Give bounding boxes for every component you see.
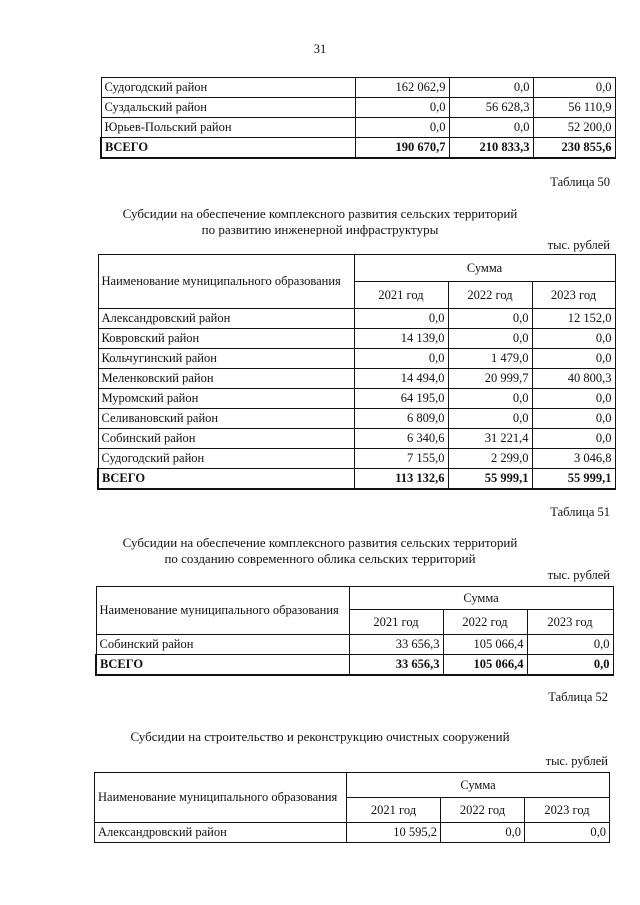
column-header-name: Наименование муниципального образования [96, 587, 349, 635]
cell-2022: 0,0 [448, 389, 532, 409]
cell-2021: 14 494,0 [354, 369, 448, 389]
cell-2021: 6 340,6 [354, 429, 448, 449]
cell-2023: 55 999,1 [532, 469, 615, 490]
table-row [101, 118, 615, 138]
cell-2023: 0,0 [532, 349, 615, 369]
cell-2021: 162 062,9 [355, 78, 449, 98]
cell-2021: 14 139,0 [354, 329, 448, 349]
column-header-sum: Сумма [354, 255, 615, 282]
cell-2021: 190 670,7 [355, 138, 449, 159]
cell-name: Судогодский район [98, 449, 354, 469]
cell-2021: 6 809,0 [354, 409, 448, 429]
cell-2022: 0,0 [448, 409, 532, 429]
cell-2022: 0,0 [449, 118, 533, 138]
table-row [98, 449, 615, 469]
cell-2022: 105 066,4 [443, 655, 527, 676]
cell-2021: 10 595,2 [347, 823, 441, 843]
cell-name: Кольчугинский район [98, 349, 354, 369]
unit-label: тыс. рублей [547, 568, 610, 582]
cell-name: Суздальский район [101, 98, 355, 118]
column-header-2021: 2021 год [354, 282, 448, 309]
total-row [98, 469, 615, 490]
column-header-name: Наименование муниципального образования [98, 255, 354, 309]
table-title-line2: по созданию современного облика сельских территорий [164, 551, 476, 566]
cell-2023: 52 200,0 [533, 118, 615, 138]
table-row [98, 429, 615, 449]
column-header-2021: 2021 год [349, 610, 443, 635]
cell-name: Александровский район [98, 309, 354, 329]
cell-2023: 0,0 [527, 655, 613, 676]
cell-name: ВСЕГО [101, 138, 355, 159]
cell-name: Муромский район [98, 389, 354, 409]
cell-2023: 40 800,3 [532, 369, 615, 389]
cell-2021: 7 155,0 [354, 449, 448, 469]
cell-name: Александровский район [95, 823, 347, 843]
column-header-sum: Сумма [347, 773, 610, 798]
cell-2021: 0,0 [355, 118, 449, 138]
cell-2023: 12 152,0 [532, 309, 615, 329]
cell-2023: 230 855,6 [533, 138, 615, 159]
cell-2022: 0,0 [448, 309, 532, 329]
table-row [98, 369, 615, 389]
table-title-line2: по развитию инженерной инфраструктуры [201, 222, 439, 237]
cell-2021: 0,0 [355, 98, 449, 118]
cell-2022: 0,0 [441, 823, 525, 843]
table-prev [100, 77, 616, 159]
column-header-name: Наименование муниципального образования [95, 773, 347, 823]
cell-2023: 0,0 [532, 409, 615, 429]
cell-2021: 0,0 [354, 349, 448, 369]
column-header-2023: 2023 год [527, 610, 613, 635]
cell-2021: 113 132,6 [354, 469, 448, 490]
cell-2022: 31 221,4 [448, 429, 532, 449]
cell-2023: 0,0 [533, 78, 615, 98]
cell-2022: 2 299,0 [448, 449, 532, 469]
cell-name: Судогодский район [101, 78, 355, 98]
table-row [101, 78, 615, 98]
cell-2022: 56 628,3 [449, 98, 533, 118]
total-row [101, 138, 615, 159]
column-header-sum: Сумма [349, 587, 613, 610]
cell-name: Селивановский район [98, 409, 354, 429]
cell-2023: 0,0 [525, 823, 610, 843]
table-row [98, 309, 615, 329]
cell-2021: 33 656,3 [349, 655, 443, 676]
column-header-2023: 2023 год [525, 798, 610, 823]
cell-2022: 0,0 [448, 329, 532, 349]
table-row [95, 823, 610, 843]
table-label: Таблица 52 [548, 690, 608, 704]
table-row [98, 349, 615, 369]
cell-2023: 0,0 [532, 329, 615, 349]
cell-name: Собинский район [96, 635, 349, 655]
table-52 [94, 772, 610, 843]
cell-2022: 105 066,4 [443, 635, 527, 655]
table-row [101, 98, 615, 118]
table-label: Таблица 51 [550, 505, 610, 519]
cell-2022: 20 999,7 [448, 369, 532, 389]
cell-name: ВСЕГО [96, 655, 349, 676]
table-50 [97, 254, 616, 490]
cell-2023: 0,0 [532, 389, 615, 409]
page-number: 31 [313, 42, 327, 56]
total-row [96, 655, 613, 676]
table-row [98, 389, 615, 409]
table-label: Таблица 50 [550, 175, 610, 189]
cell-2021: 33 656,3 [349, 635, 443, 655]
cell-2022: 1 479,0 [448, 349, 532, 369]
cell-name: Ковровский район [98, 329, 354, 349]
cell-2022: 210 833,3 [449, 138, 533, 159]
cell-2021: 0,0 [354, 309, 448, 329]
cell-2023: 56 110,9 [533, 98, 615, 118]
table-title-line1: Субсидии на обеспечение комплексного развития сельских территорий [122, 206, 518, 221]
cell-2021: 64 195,0 [354, 389, 448, 409]
table-row [98, 409, 615, 429]
column-header-2022: 2022 год [441, 798, 525, 823]
table-row [98, 329, 615, 349]
unit-label: тыс. рублей [545, 754, 608, 768]
column-header-2023: 2023 год [532, 282, 615, 309]
cell-name: Юрьев-Польский район [101, 118, 355, 138]
table-title-line1: Субсидии на строительство и реконструкцию очистных сооружений [130, 729, 510, 744]
cell-2022: 55 999,1 [448, 469, 532, 490]
column-header-2022: 2022 год [443, 610, 527, 635]
table-row [96, 635, 613, 655]
table-51 [95, 586, 614, 676]
unit-label: тыс. рублей [547, 238, 610, 252]
cell-2022: 0,0 [449, 78, 533, 98]
column-header-2021: 2021 год [347, 798, 441, 823]
cell-name: Меленковский район [98, 369, 354, 389]
cell-name: ВСЕГО [98, 469, 354, 490]
cell-2023: 3 046,8 [532, 449, 615, 469]
cell-2023: 0,0 [527, 635, 613, 655]
table-title-line1: Субсидии на обеспечение комплексного развития сельских территорий [122, 535, 518, 550]
cell-2023: 0,0 [532, 429, 615, 449]
column-header-2022: 2022 год [448, 282, 532, 309]
cell-name: Собинский район [98, 429, 354, 449]
